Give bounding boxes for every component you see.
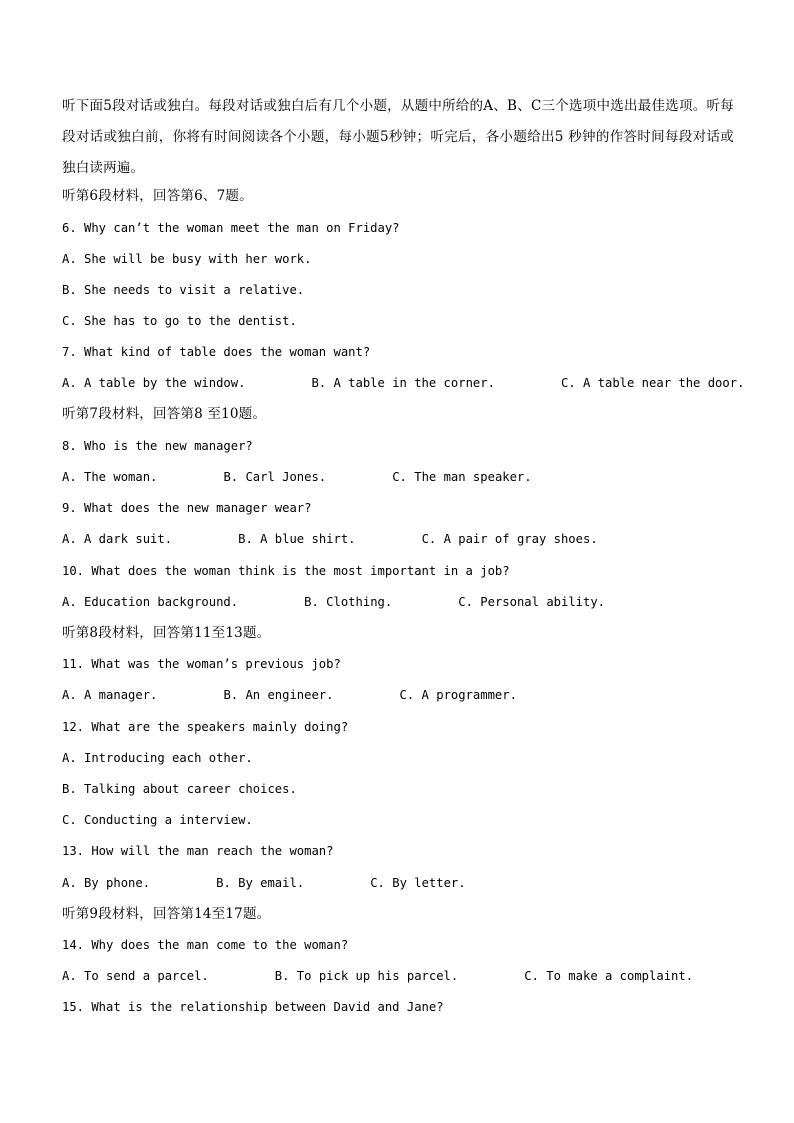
question-9-option-c: C. A pair of gray shoes. [421, 532, 598, 546]
question-12-option-a: A. Introducing each other. [62, 751, 253, 765]
question-7-options [62, 373, 744, 393]
question-7: 7. What kind of table does the woman want? [62, 345, 371, 359]
question-10-option-c: C. Personal ability. [458, 595, 606, 609]
question-9: 9. What does the new manager wear? [62, 501, 312, 515]
question-13-option-b: B. By email. [216, 876, 305, 890]
question-14: 14. Why does the man come to the woman? [62, 938, 349, 952]
question-8: 8. Who is the new manager? [62, 439, 253, 453]
question-6-option-c: C. She has to go to the dentist. [62, 314, 297, 328]
question-9-options [62, 529, 598, 549]
question-14-option-a: A. To send a parcel. [62, 969, 209, 983]
question-13-options [62, 873, 466, 893]
question-8-options [62, 467, 532, 487]
section-heading-8: 听第8段材料，回答第11至13题。 [62, 625, 271, 641]
question-11: 11. What was the woman’s previous job? [62, 657, 341, 671]
section-heading-6: 听第6段材料，回答第6、7题。 [62, 188, 253, 204]
question-14-option-b: B. To pick up his parcel. [274, 969, 459, 983]
question-14-options [62, 966, 693, 986]
question-9-option-b: B. A blue shirt. [238, 532, 356, 546]
question-12: 12. What are the speakers mainly doing? [62, 720, 349, 734]
question-8-option-b: B. Carl Jones. [223, 470, 327, 484]
question-7-option-b: B. A table in the corner. [311, 376, 495, 390]
question-11-options [62, 685, 517, 705]
listening-instructions: 听下面5段对话或独白。每段对话或独白后有几个小题，从题中所给的A、B、C三个选项中选出最佳选项。听每段对话或独白前，你将有时间阅读各个小题，每小题5秒钟；听完后，各小题给出5 秒钟的作答时间每段对话或独白读两遍。 [62, 98, 734, 176]
question-10-option-b: B. Clothing. [304, 595, 393, 609]
question-6-option-a: A. She will be busy with her work. [62, 252, 312, 266]
question-11-option-a: A. A manager. [62, 688, 158, 702]
question-10-options [62, 592, 605, 612]
question-8-option-a: A. The woman. [62, 470, 158, 484]
question-8-option-c: C. The man speaker. [392, 470, 532, 484]
section-heading-7: 听第7段材料，回答第8 至10题。 [62, 406, 267, 422]
question-15: 15. What is the relationship between David and Jane? [62, 1000, 444, 1014]
question-11-option-c: C. A programmer. [399, 688, 517, 702]
question-9-option-a: A. A dark suit. [62, 532, 173, 546]
question-6-option-b: B. She needs to visit a relative. [62, 283, 305, 297]
question-10: 10. What does the woman think is the most important in a job? [62, 564, 510, 578]
question-12-option-c: C. Conducting a interview. [62, 813, 253, 827]
question-14-option-c: C. To make a complaint. [524, 969, 694, 983]
question-13-option-a: A. By phone. [62, 876, 151, 890]
question-7-option-c: C. A table near the door. [560, 376, 745, 390]
question-11-option-b: B. An engineer. [223, 688, 334, 702]
question-6: 6. Why can’t the woman meet the man on Friday? [62, 221, 400, 235]
question-13: 13. How will the man reach the woman? [62, 844, 334, 858]
section-heading-9: 听第9段材料，回答第14至17题。 [62, 906, 271, 922]
question-10-option-a: A. Education background. [62, 595, 239, 609]
question-12-option-b: B. Talking about career choices. [62, 782, 297, 796]
question-7-option-a: A. A table by the window. [62, 376, 246, 390]
question-13-option-c: C. By letter. [370, 876, 466, 890]
